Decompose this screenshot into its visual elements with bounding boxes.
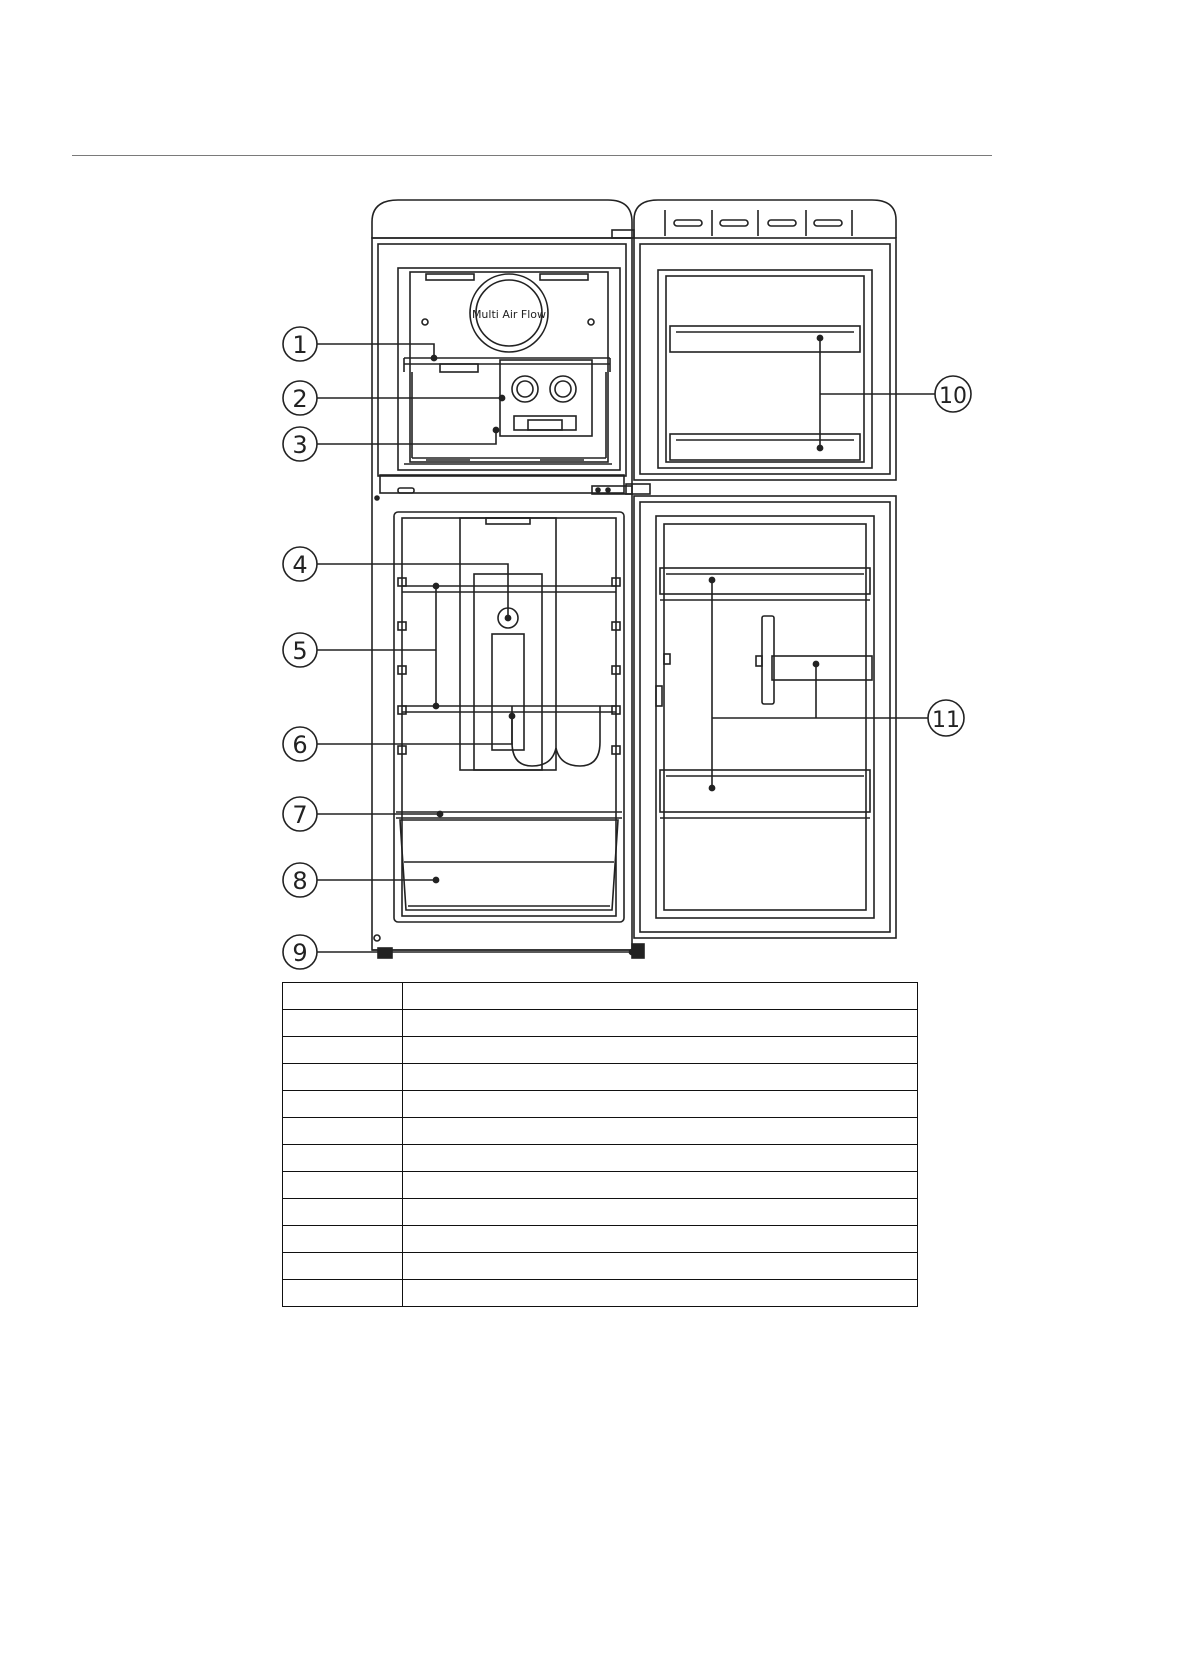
table-row [283,1199,918,1226]
part-name-cell [403,983,918,1010]
table-row [283,1064,918,1091]
parts-table [282,982,918,1307]
part-number-cell [283,1064,403,1091]
callout-3-label: 3 [292,431,308,459]
callout-7-label: 7 [292,801,308,829]
callout-10-label: 10 [939,384,967,409]
part-number-cell [283,1010,403,1037]
brand-label: Multi Air Flow [471,308,547,321]
part-number-cell [283,1145,403,1172]
table-row [283,1226,918,1253]
callout-11 [709,577,964,790]
part-number-cell [283,1199,403,1226]
table-row [283,1253,918,1280]
part-name-cell [403,1064,918,1091]
table-row [283,983,918,1010]
callout-3 [283,427,499,461]
part-name-cell [403,1226,918,1253]
fridge-door [634,496,896,938]
table-row [283,1145,918,1172]
part-number-cell [283,1037,403,1064]
callout-9 [283,935,635,969]
callout-5 [283,583,439,708]
part-name-cell [403,1037,918,1064]
table-row [283,1118,918,1145]
part-name-cell [403,1253,918,1280]
table-row [283,1010,918,1037]
part-number-cell [283,1280,403,1307]
callout-1-label: 1 [292,331,308,359]
callout-1 [283,327,437,361]
part-name-cell [403,1172,918,1199]
part-number-cell [283,983,403,1010]
callout-2-label: 2 [292,385,308,413]
callout-4-label: 4 [292,551,308,579]
part-number-cell [283,1226,403,1253]
callout-8 [283,863,439,897]
part-name-cell [403,1091,918,1118]
part-name-cell [403,1010,918,1037]
callout-11-label: 11 [932,708,960,733]
table-row [283,1037,918,1064]
table-row [283,1280,918,1307]
table-row [283,1172,918,1199]
part-number-cell [283,1118,403,1145]
part-name-cell [403,1199,918,1226]
callout-9-label: 9 [292,939,308,967]
table-row [283,1091,918,1118]
part-name-cell [403,1280,918,1307]
part-name-cell [403,1145,918,1172]
part-number-cell [283,1091,403,1118]
callout-2 [283,381,505,415]
part-number-cell [283,1172,403,1199]
callout-4 [283,547,511,621]
freezer-compartment [398,268,620,470]
freezer-door [612,200,896,494]
part-name-cell [403,1118,918,1145]
callout-6-label: 6 [292,731,308,759]
callout-7 [283,797,443,831]
callout-5-label: 5 [292,637,308,665]
part-number-cell [283,1253,403,1280]
callout-8-label: 8 [292,867,308,895]
